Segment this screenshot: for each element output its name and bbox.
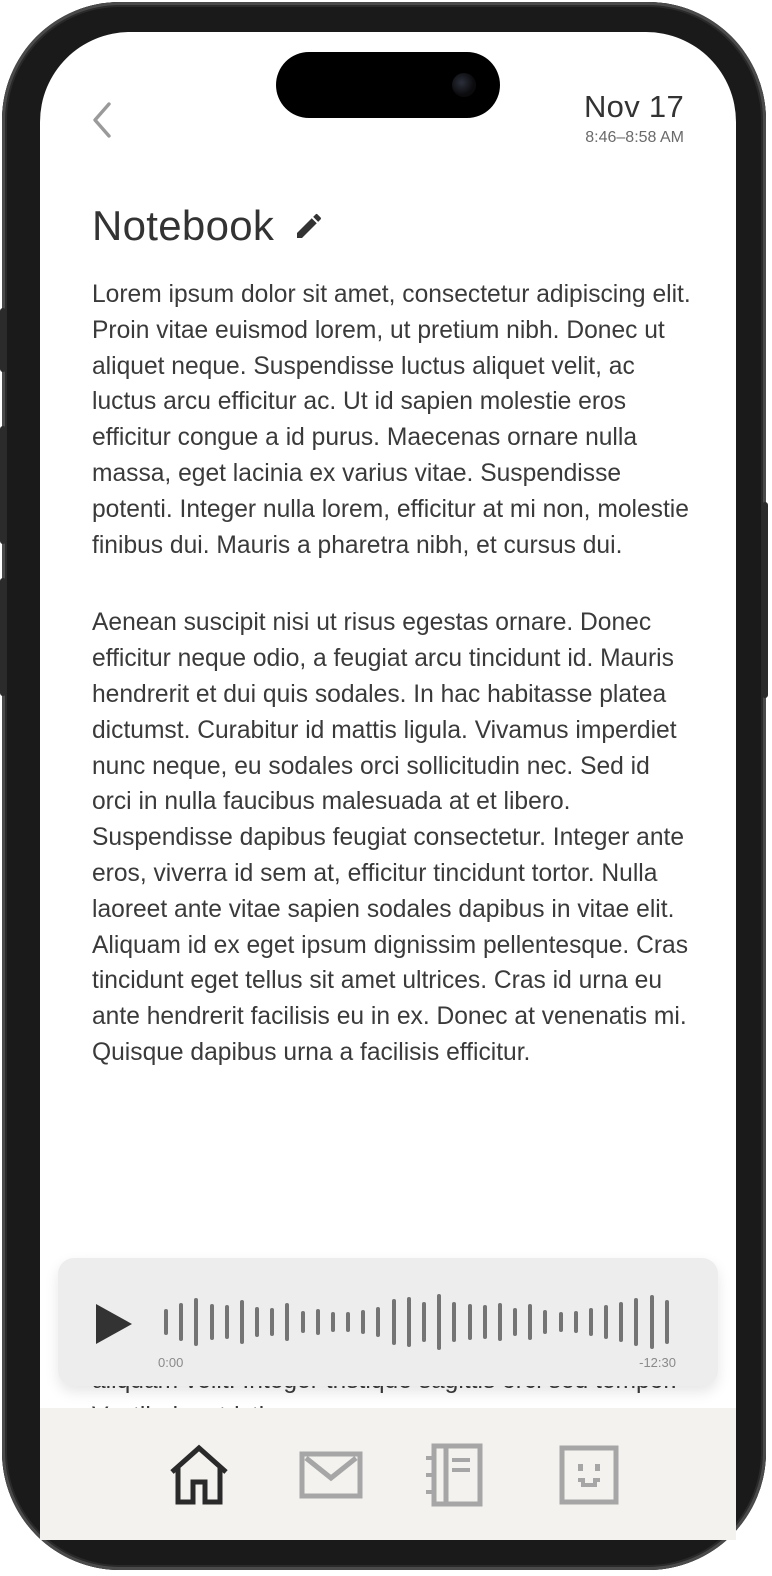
- waveform-bar: [589, 1308, 593, 1336]
- edit-title-button[interactable]: [292, 209, 326, 243]
- waveform-bar: [301, 1311, 305, 1333]
- waveform-bar: [164, 1309, 168, 1335]
- waveform-bar: [468, 1304, 472, 1340]
- tab-bar: [40, 1408, 736, 1540]
- waveform-bar: [361, 1310, 365, 1334]
- camera-icon: [452, 73, 476, 97]
- waveform-bar: [634, 1298, 638, 1346]
- paragraph: Lorem ipsum dolor sit amet, consectetur adipiscing elit. Proin vitae euismod lorem, ut pretium nibh. Donec ut aliquet neque. Suspendisse luctus aliquet velit, ac luctus arcu efficitur ac. Ut id sapien molestie eros efficitur congue a id purus. Maecenas ornare nulla massa, eget lacinia ex varius vitae. Suspendisse potenti. Integer nulla lorem, efficitur at mi non, molestie finibus dui. Mauris a pharetra nibh, et cursus dui.: [92, 281, 691, 559]
- pencil-icon: [293, 210, 325, 242]
- waveform-bar: [194, 1298, 198, 1346]
- waveform-bar: [650, 1295, 654, 1349]
- tab-inbox[interactable]: [298, 1442, 364, 1508]
- waveform-bar: [437, 1294, 441, 1350]
- waveform-bar: [619, 1302, 623, 1342]
- title-row: [92, 202, 326, 250]
- page-title: Notebook: [92, 202, 275, 249]
- audio-player: [58, 1258, 718, 1386]
- waveform-bar: [331, 1312, 335, 1332]
- waveform-bar: [270, 1308, 274, 1336]
- waveform-bar: [225, 1305, 229, 1339]
- waveform-bar: [407, 1297, 411, 1347]
- back-button[interactable]: [82, 98, 122, 142]
- waveform-bar: [316, 1309, 320, 1335]
- waveform-bar: [210, 1304, 214, 1340]
- waveform-bar: [346, 1312, 350, 1332]
- waveform-bar: [543, 1310, 547, 1334]
- dynamic-island: [276, 52, 500, 118]
- tab-profile[interactable]: [556, 1442, 622, 1508]
- mail-icon: [298, 1442, 364, 1508]
- remaining-time: -12:30: [639, 1355, 676, 1370]
- side-button-action: [0, 308, 6, 372]
- waveform-bar: [483, 1305, 487, 1339]
- chevron-left-icon: [89, 100, 115, 140]
- play-icon: [94, 1302, 134, 1346]
- side-button-power: [762, 502, 768, 698]
- waveform-bar: [574, 1311, 578, 1333]
- note-body[interactable]: [92, 277, 692, 1113]
- notebook-icon: [422, 1442, 488, 1508]
- waveform-scrubber[interactable]: [162, 1294, 678, 1350]
- time-range-label: 8:46–8:58 AM: [585, 129, 684, 146]
- screen: [40, 32, 736, 1540]
- waveform-bar: [528, 1304, 532, 1340]
- waveform-bar: [513, 1308, 517, 1336]
- waveform-bar: [392, 1299, 396, 1345]
- waveform-bar: [604, 1305, 608, 1339]
- tab-home[interactable]: [166, 1442, 232, 1508]
- waveform-bar: [452, 1302, 456, 1342]
- date-label: Nov 17: [583, 89, 684, 124]
- side-button-volume-up: [0, 426, 6, 544]
- phone-frame: [2, 2, 766, 1570]
- waveform-bar: [498, 1303, 502, 1341]
- waveform-bar: [179, 1303, 183, 1341]
- side-button-volume-down: [0, 578, 6, 696]
- waveform-bar: [240, 1300, 244, 1344]
- waveform-bar: [559, 1312, 563, 1332]
- waveform-bar: [255, 1307, 259, 1337]
- elapsed-time: 0:00: [158, 1355, 184, 1370]
- waveform-bar: [376, 1307, 380, 1337]
- recording-date: [584, 90, 684, 148]
- home-icon: [166, 1442, 232, 1508]
- paragraph: Aenean suscipit nisi ut risus egestas ornare. Donec efficitur neque odio, a feugiat arcu tincidunt id. Mauris hendrerit et dui quis sodales. In hac habitasse platea dictumst. Curabitur id mattis ligula. Vivamus imperdiet nunc neque, eu sodales orci sollicitudin nec. Sed id orci in nulla faucibus malesuada at et libero. Suspendisse dapibus feugiat consectetur. Integer ante eros, viverra id sem at, efficitur tincidunt tortor. Nulla laoreet ante vitae sapien sodales dapibus in vitae elit. Aliquam id ex eget ipsum dignissim pellentesque. Cras tincidunt eget tellus sit amet ultrices. Cras id urna eu ante hendrerit facilisis eu in ex. Donec at venenatis mi. Quisque dapibus urna a facilisis efficitur.: [92, 609, 689, 1066]
- smiley-icon: [556, 1442, 622, 1508]
- waveform-bar: [285, 1303, 289, 1341]
- waveform-bar: [422, 1302, 426, 1342]
- play-button[interactable]: [94, 1302, 134, 1346]
- waveform-bar: [665, 1300, 669, 1344]
- tab-notebook[interactable]: [422, 1442, 488, 1508]
